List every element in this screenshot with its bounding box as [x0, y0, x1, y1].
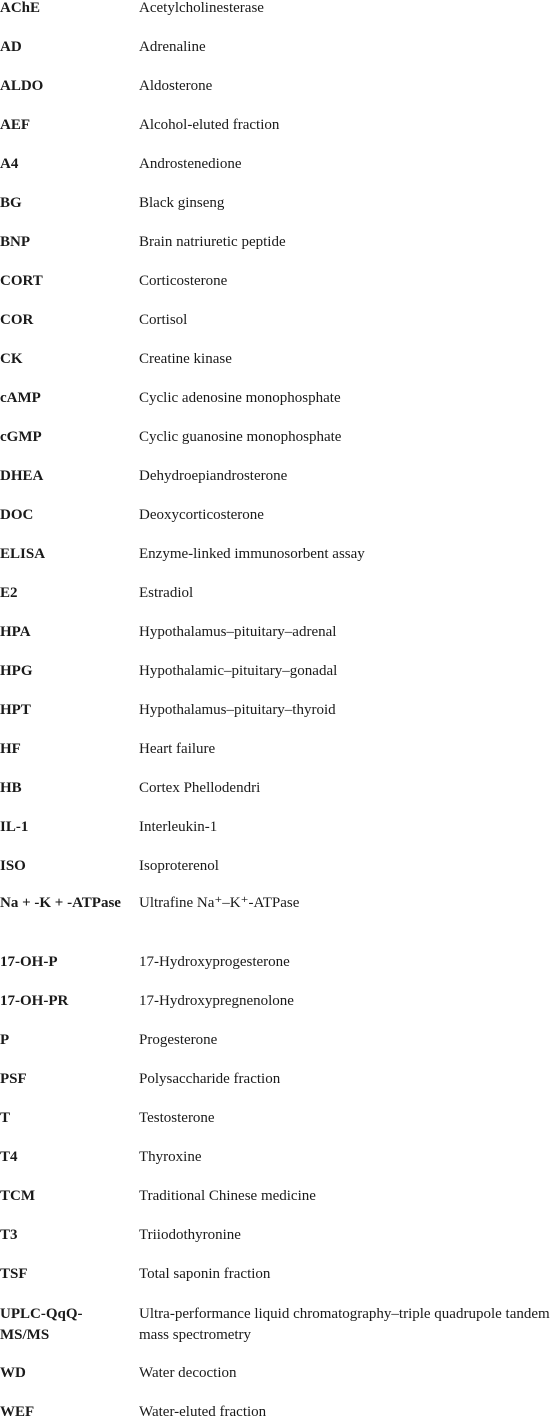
abbreviation-term: T4: [0, 1149, 18, 1165]
abbreviation-term: A4: [0, 156, 19, 172]
abbreviation-term: HB: [0, 780, 22, 796]
abbreviation-term: PSF: [0, 1071, 27, 1087]
abbreviation-term: P: [0, 1032, 10, 1048]
abbreviation-term: T: [0, 1110, 11, 1126]
abbreviation-definition: Creatine kinase: [139, 351, 232, 367]
abbreviation-definition: Enzyme-linked immunosorbent assay: [139, 546, 365, 562]
abbreviation-definition: Acetylcholinesterase: [139, 0, 264, 16]
abbreviation-definition: 17-Hydroxyprogesterone: [139, 954, 290, 970]
abbreviation-term: ELISA: [0, 546, 46, 562]
abbreviation-term: IL-1: [0, 819, 29, 835]
abbreviation-term: HPT: [0, 702, 31, 718]
abbreviation-term: COR: [0, 312, 34, 328]
abbreviation-definition: Hypothalamus–pituitary–adrenal: [139, 624, 337, 640]
abbreviation-term: ISO: [0, 858, 26, 874]
abbreviation-definition: Cortisol: [139, 312, 188, 328]
abbreviation-definition: 17-Hydroxypregnenolone: [139, 993, 294, 1009]
abbreviation-definition: Cyclic adenosine monophosphate: [139, 390, 341, 406]
abbreviation-term: DOC: [0, 507, 34, 523]
abbreviation-definition: Water decoction: [139, 1365, 237, 1381]
abbreviation-definition: Androstenedione: [139, 156, 242, 172]
abbreviation-term: WD: [0, 1365, 26, 1381]
abbreviation-definition: Heart failure: [139, 741, 216, 757]
abbreviation-term: BG: [0, 195, 22, 211]
abbreviation-term: CORT: [0, 273, 43, 289]
abbreviation-definition: Cortex Phellodendri: [139, 780, 261, 796]
abbreviation-definition: Progesterone: [139, 1032, 218, 1048]
abbreviation-definition: Traditional Chinese medicine: [139, 1188, 316, 1204]
abbreviation-term: 17-OH-P: [0, 954, 58, 970]
abbreviation-definition: Triiodothyronine: [139, 1227, 241, 1243]
abbreviation-definition: Black ginseng: [139, 195, 225, 211]
abbreviation-term: TCM: [0, 1188, 35, 1204]
abbreviation-definition: Isoproterenol: [139, 858, 219, 874]
abbreviation-definition: Water-eluted fraction: [139, 1404, 267, 1420]
abbreviation-term: cGMP: [0, 429, 42, 445]
abbreviation-term: 17-OH-PR: [0, 993, 69, 1009]
abbreviation-term: cAMP: [0, 390, 41, 406]
abbreviation-definition: Ultrafine Na⁺–K⁺-ATPase: [139, 895, 300, 911]
abbreviation-term: HPG: [0, 663, 33, 679]
abbreviation-term: Na + -K + -ATPase: [0, 895, 121, 911]
abbreviation-definition: Testosterone: [139, 1110, 215, 1126]
abbreviation-term: AEF: [0, 117, 30, 133]
abbreviation-definition: Thyroxine: [139, 1149, 202, 1165]
abbreviation-definition: Polysaccharide fraction: [139, 1071, 281, 1087]
abbreviation-term: TSF: [0, 1266, 28, 1282]
abbreviation-term: ALDO: [0, 78, 44, 94]
abbreviation-definition: Adrenaline: [139, 39, 206, 55]
abbreviation-term: DHEA: [0, 468, 44, 484]
abbreviation-definition: Cyclic guanosine monophosphate: [139, 429, 342, 445]
abbreviation-definition: Interleukin-1: [139, 819, 218, 835]
abbreviation-definition: Dehydroepiandrosterone: [139, 468, 288, 484]
abbreviation-definition: Estradiol: [139, 585, 194, 601]
abbreviation-term: CK: [0, 351, 23, 367]
abbreviation-definition: Corticosterone: [139, 273, 228, 289]
abbreviation-definition: Total saponin fraction: [139, 1266, 271, 1282]
abbreviation-definition: Deoxycorticosterone: [139, 507, 264, 523]
abbreviation-term: AD: [0, 39, 22, 55]
abbreviation-term: UPLC-QqQ-MS/MS: [0, 1306, 83, 1343]
abbreviation-definition: Brain natriuretic peptide: [139, 234, 286, 250]
abbreviation-definition: Ultra-performance liquid chromatography–triple quadrupole tandem mass spectrometry: [139, 1306, 550, 1343]
abbreviation-definition: Alcohol-eluted fraction: [139, 117, 280, 133]
abbreviation-definition: Aldosterone: [139, 78, 213, 94]
abbreviation-term: HPA: [0, 624, 31, 640]
abbreviation-term: WEF: [0, 1404, 35, 1420]
abbreviation-definition: Hypothalamus–pituitary–thyroid: [139, 702, 336, 718]
abbreviation-term: AChE: [0, 0, 41, 16]
abbreviation-term: T3: [0, 1227, 18, 1243]
abbreviation-term: E2: [0, 585, 18, 601]
abbreviation-definition: Hypothalamic–pituitary–gonadal: [139, 663, 338, 679]
abbreviation-term: BNP: [0, 234, 30, 250]
abbreviation-term: HF: [0, 741, 21, 757]
